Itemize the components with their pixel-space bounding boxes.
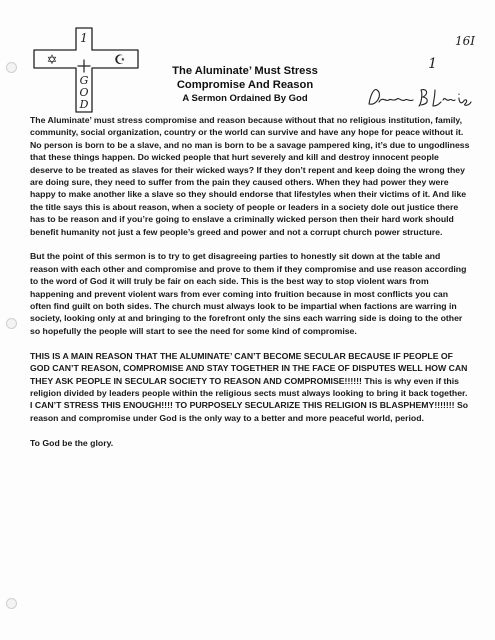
paragraph: THIS IS A MAIN REASON THAT THE ALUMINATE’ CAN’T BECOME SECULAR BECAUSE IF PEOPLE OF GOD CAN’T REASON, COMPROMISE AND STAY TOGETHER IN THE FACE OF DISPUTES WELL HOW CAN THEY ASK PEOPLE IN SECULAR SOCIETY TO REASON AND COMPROMISE!!!!!! This is why even if this religion divided by leaders people within the religious sects must always looking to bring it back together. I CAN’T STRESS THIS ENOUGH!!!! TO PURPOSELY SECULARIZE THIS RELIGION IS BLASPHEMY!!!!!!! So reason and compromise under God is the only way to a better and more peaceful world, period. [30, 350, 469, 423]
title-block [140, 64, 350, 105]
page-title-line-2: Compromise And Reason [176, 79, 314, 91]
top-right-note: 16I [454, 34, 475, 48]
logo-god-d: D [79, 98, 89, 111]
closing-line: To God be the glory. [30, 437, 114, 448]
logo-god-g: G [79, 74, 89, 87]
logo-crescent-icon: ☪ [114, 53, 126, 68]
binder-hole [6, 318, 17, 329]
logo-god-o: O [79, 86, 89, 99]
binder-hole [6, 62, 17, 73]
paragraph: But the point of this sermon is to try to get disagreeing parties to honestly sit down at the table and reason with each other and compromise and prove to them if they compromise and use reason according to the word of God it will truly be fair on each side. This is the best way to stop violent wars from happening and prevent violent wars from ever coming into fruition because in most conflicts you can often find guilt on both sides. The church must always look to be impartial when factions are warring in society, looking only at and bringing to the forefront only the sins each warring side is doing to the other so hopefully the people will start to see the need for some kind of compromise. [30, 251, 467, 336]
sermon-body [30, 114, 470, 461]
page-number: 1 [428, 56, 437, 72]
signature-icon [365, 84, 475, 110]
cross-logo-icon [32, 26, 144, 114]
page-title-line-1: The Aluminate’ Must Stress [172, 65, 318, 77]
logo-number: 1 [80, 31, 88, 45]
page-subtitle: A Sermon Ordained By God [182, 93, 308, 104]
paragraph: The Aluminate’ must stress compromise and reason because without that no religious institution, family, community, social organization, country or the world can survive and have any hope for peace without it. No person is born to be a slave, and no man is born to be a savage pampered king, it’s due to ungodliness that these things happen. Do wicked people that hurt severely and kill and destroy innocent people deserve to be treated as slaves for their wicked ways? If they don’t repent and keep doing the wrong they are doing sure, they need to suffer from the pain they caused others. When they had power they were happy to make another like a slave so they should endorse that lifestyles when their victims of it. And like the title says this is about reason, when a society of people or leaders in a society dole out justice there has to be reason and if you’re going to enslave a criminally wicked person then their hard work should benefit humanity not just a few people’s greed and power and not a corrupt church power structure. [30, 115, 470, 237]
logo-star-icon: ✡ [46, 53, 58, 68]
binder-hole [6, 598, 17, 609]
